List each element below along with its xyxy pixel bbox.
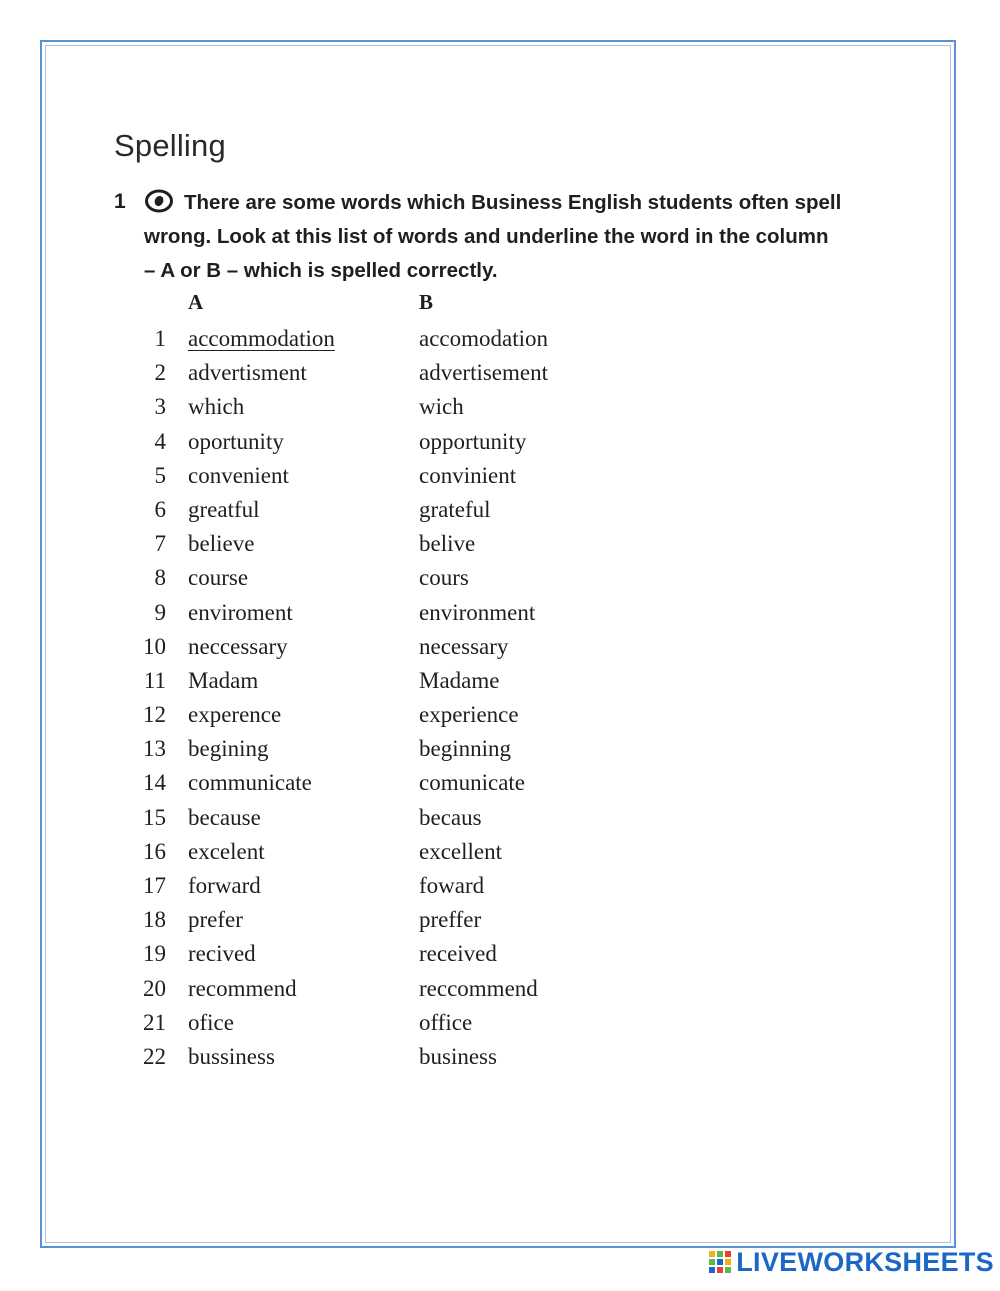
word-row	[140, 869, 640, 903]
word-option-b[interactable]: Madame	[419, 667, 500, 693]
section-title: Spelling	[114, 128, 226, 163]
word-option-b[interactable]: grateful	[419, 496, 491, 522]
word-row	[140, 664, 640, 698]
word-option-a[interactable]: ofice	[188, 1009, 234, 1035]
word-row	[140, 630, 640, 664]
word-option-a[interactable]: neccessary	[188, 633, 288, 659]
row-number: 20	[143, 975, 166, 1001]
word-row	[140, 937, 640, 971]
word-option-b[interactable]: business	[419, 1043, 497, 1069]
word-option-b[interactable]: necessary	[419, 633, 509, 659]
word-option-a[interactable]: enviroment	[188, 599, 293, 625]
exercise-number: 1	[114, 190, 126, 213]
word-row	[140, 835, 640, 869]
row-number: 14	[143, 770, 166, 796]
row-number: 13	[143, 736, 166, 762]
instruction-line: There are some words which Business English students often spell	[184, 191, 842, 214]
brand-name: LIVEWORKSHEETS	[736, 1246, 994, 1277]
word-option-a[interactable]: prefer	[188, 907, 243, 933]
word-option-b[interactable]: opportunity	[419, 428, 527, 454]
instructions	[144, 186, 904, 288]
word-list	[140, 322, 640, 1074]
liveworksheets-logo-icon	[708, 1250, 732, 1274]
brand-watermark	[708, 1247, 994, 1277]
word-option-b[interactable]: cours	[419, 565, 469, 591]
row-number: 21	[143, 1009, 166, 1035]
word-option-a[interactable]: begining	[188, 736, 269, 762]
word-option-a[interactable]: recommend	[188, 975, 297, 1001]
word-row	[140, 732, 640, 766]
word-row	[140, 596, 640, 630]
row-number: 6	[154, 496, 166, 522]
word-row	[140, 561, 640, 595]
word-option-b[interactable]: accomodation	[419, 326, 549, 351]
word-option-b[interactable]: becaus	[419, 804, 482, 830]
row-number: 3	[154, 394, 166, 420]
word-row	[140, 322, 640, 356]
word-row	[140, 766, 640, 800]
word-option-a[interactable]: course	[188, 565, 249, 591]
word-row	[140, 527, 640, 561]
row-number: 16	[143, 838, 166, 864]
word-option-a[interactable]: advertisment	[188, 360, 307, 386]
word-row	[140, 972, 640, 1006]
word-option-b[interactable]: comunicate	[419, 770, 526, 796]
row-number: 11	[143, 667, 166, 693]
word-row	[140, 356, 640, 390]
word-row	[140, 1006, 640, 1040]
word-option-a[interactable]: convenient	[188, 462, 289, 488]
word-option-b[interactable]: excellent	[419, 838, 503, 864]
word-option-b[interactable]: convinient	[419, 462, 517, 488]
row-number: 12	[143, 702, 166, 728]
row-number: 15	[143, 804, 166, 830]
column-header-a: A	[188, 290, 204, 314]
word-option-a[interactable]: excelent	[188, 838, 265, 864]
word-option-b[interactable]: office	[419, 1009, 473, 1035]
word-option-a[interactable]: experence	[188, 702, 282, 728]
word-option-b[interactable]: received	[419, 941, 497, 967]
word-option-a[interactable]: greatful	[188, 496, 260, 522]
row-number: 7	[154, 531, 166, 557]
word-row	[140, 1040, 640, 1074]
row-number: 8	[154, 565, 166, 591]
row-number: 9	[154, 599, 166, 625]
row-number: 5	[154, 462, 166, 488]
row-number: 4	[154, 428, 166, 454]
word-option-b[interactable]: reccommend	[419, 975, 538, 1001]
word-row	[140, 801, 640, 835]
word-option-a[interactable]: Madam	[188, 667, 259, 693]
word-option-b[interactable]: wich	[419, 394, 464, 420]
word-option-a[interactable]: communicate	[188, 770, 312, 796]
word-option-b[interactable]: beginning	[419, 736, 511, 762]
word-option-a[interactable]: recived	[188, 941, 256, 967]
word-row	[140, 493, 640, 527]
word-option-b[interactable]: preffer	[419, 907, 482, 933]
instruction-line: – A or B – which is spelled correctly.	[144, 259, 498, 282]
word-option-b[interactable]: advertisement	[419, 360, 549, 386]
word-option-a[interactable]: believe	[188, 531, 255, 557]
word-option-a[interactable]: bussiness	[188, 1043, 275, 1069]
word-row	[140, 698, 640, 732]
word-option-b[interactable]: belive	[419, 531, 476, 557]
instruction-line: wrong. Look at this list of words and underline the word in the column	[144, 225, 829, 248]
word-row	[140, 390, 640, 424]
word-row	[140, 903, 640, 937]
word-option-a[interactable]: which	[188, 394, 245, 420]
word-option-b[interactable]: foward	[419, 873, 485, 898]
row-number: 17	[143, 873, 166, 898]
row-number: 2	[154, 360, 166, 386]
word-option-a[interactable]: forward	[188, 873, 261, 898]
word-option-a[interactable]: because	[188, 804, 261, 830]
word-option-b[interactable]: environment	[419, 599, 536, 625]
word-option-a[interactable]: accommodation	[188, 326, 335, 351]
word-row	[140, 459, 640, 493]
row-number: 1	[154, 326, 166, 351]
row-number: 22	[143, 1043, 166, 1069]
word-row	[140, 425, 640, 459]
word-option-a[interactable]: oportunity	[188, 428, 284, 454]
row-number: 19	[143, 941, 166, 967]
column-header-b: B	[419, 290, 434, 314]
row-number: 18	[143, 907, 166, 933]
word-option-b[interactable]: experience	[419, 702, 519, 728]
row-number: 10	[143, 633, 166, 659]
